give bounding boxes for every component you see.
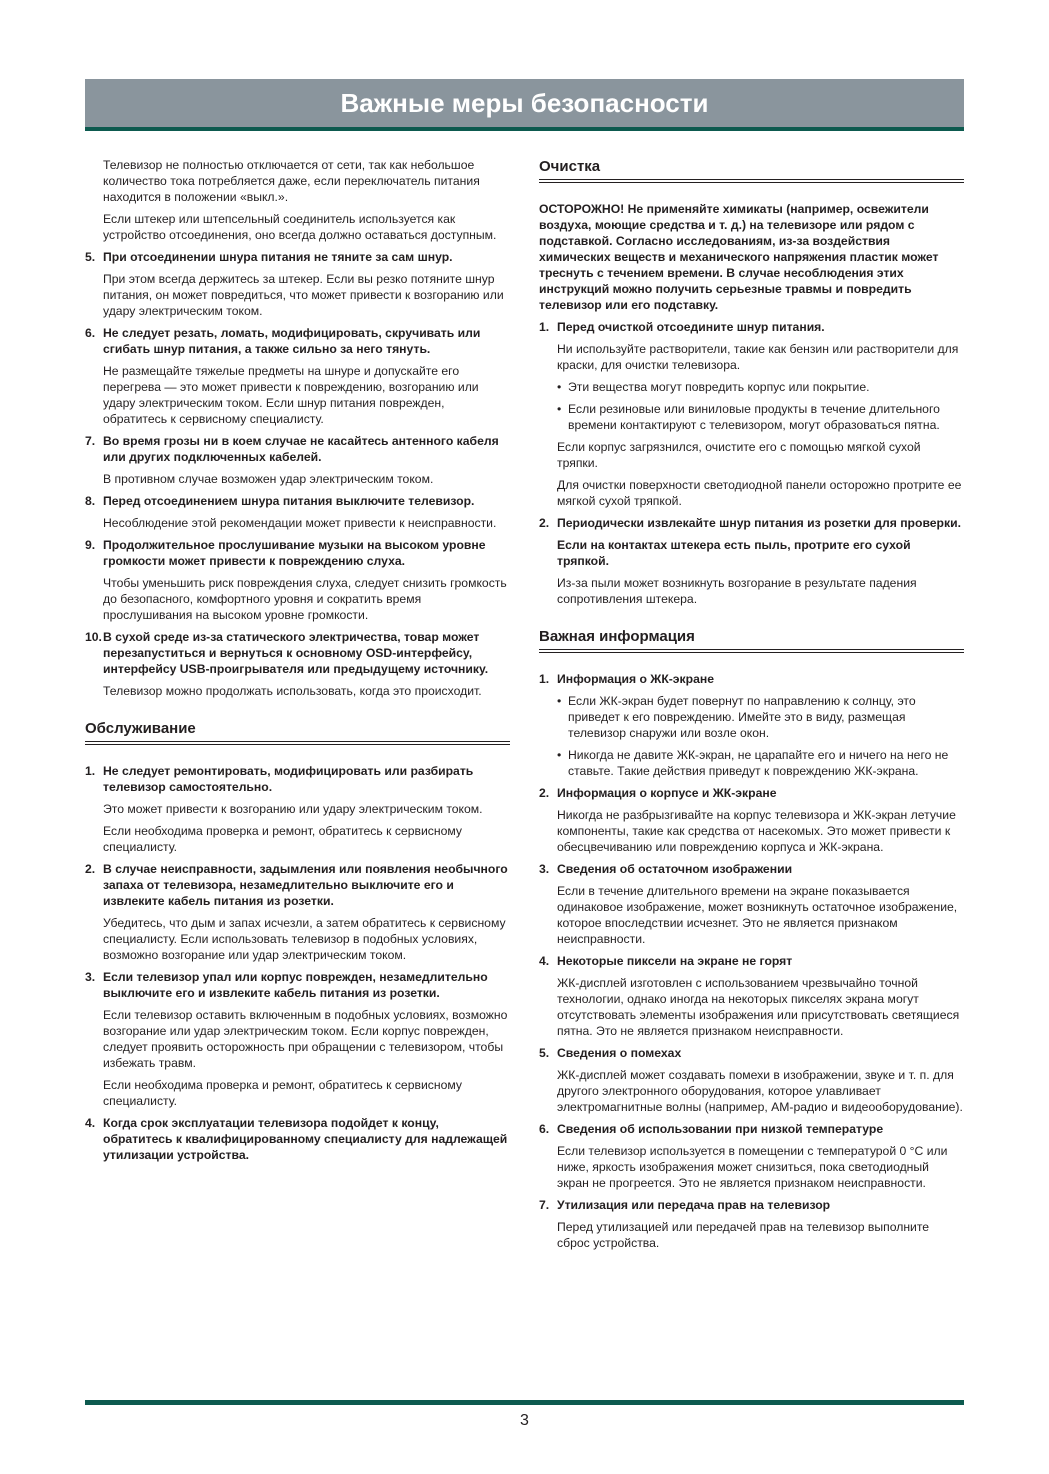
safety-item-text: Телевизор можно продолжать использовать, когда это происходит.	[103, 684, 482, 698]
safety-item-heading: 6. Не следует резать, ломать, модифицировать, скручивать или сгибать шнур питания, а также сильно за него тянуть.	[85, 326, 481, 356]
cleaning-item-text: Из-за пыли может возникнуть возгорание в результате падения сопротивления штекера.	[557, 576, 917, 606]
info-item-heading: 5. Сведения о помехах	[539, 1046, 682, 1060]
info-item-heading: 7. Утилизация или передача прав на телевизор	[539, 1198, 831, 1212]
service-item-text: Если телевизор оставить включенным в подобных условиях, возможно возгорание или удар электрическим током. Если корпус поврежден, следует проявить осторожность при обращении с телевизором, чтобы избежать травм.	[103, 1008, 508, 1070]
info-item-heading: 3. Сведения об остаточном изображении	[539, 862, 793, 876]
section-rule	[85, 741, 510, 745]
service-item-text: Убедитесь, что дым и запах исчезли, а затем обратитесь к сервисному специалисту. Если использовать телевизор в подобных условиях, возможно возгорание или удар электрическим током.	[103, 916, 506, 962]
section-title-important: Важная информация	[539, 628, 695, 645]
intro-paragraph: Если штекер или штепсельный соединитель используется как устройство отсоединения, оно всегда должно оставаться доступным.	[103, 212, 497, 242]
info-item-text: Если телевизор используется в помещении с температурой 0 °C или ниже, яркость изображения может снизиться, пока светодиодный экран не прогреется. Это не является признаком неисправности.	[557, 1144, 948, 1190]
info-item-text: ЖК-дисплей изготовлен с использованием чрезвычайно точной технологии, однако иногда на некоторых пикселях экрана могут отсутствовать элементы изображения или присутствовать светящиеся пятна. Это не является признаком неисправности.	[557, 976, 960, 1038]
service-item-text: Если необходима проверка и ремонт, обратитесь к сервисному специалисту.	[103, 1078, 462, 1108]
service-item-heading: 2. В случае неисправности, задымления или появления необычного запаха от телевизора, незамедлительно выключите его и извлеките кабель питания из розетки.	[85, 862, 508, 908]
cleaning-item-heading: 1. Перед очисткой отсоедините шнур питания.	[539, 320, 825, 334]
safety-item-text: Не размещайте тяжелые предметы на шнуре и допускайте его перегрева — это может привести к повреждению, возгоранию или удару электрическим током. Если шнур питания поврежден, обратитесь к сервисному специалисту.	[103, 364, 479, 426]
info-item-heading: 4. Некоторые пиксели на экране не горят	[539, 954, 793, 968]
page-title: Важные меры безопасности	[340, 88, 709, 118]
service-item-heading: 1. Не следует ремонтировать, модифицировать или разбирать телевизор самостоятельно.	[85, 764, 474, 794]
cleaning-item-text: Ни используйте растворители, такие как бензин или растворители для краски, для очистки телевизора.	[557, 342, 959, 372]
cleaning-item-heading: 2. Периодически извлекайте шнур питания из розетки для проверки.	[539, 516, 961, 530]
footer-rule	[85, 1400, 964, 1405]
bullet-item: • Если ЖК-экран будет повернут по направлению к солнцу, это приведет к его повреждению. Имейте это в виду, размещая телевизор снаружи или возле окон.	[557, 693, 964, 741]
bullet-list	[557, 379, 964, 433]
service-item-text: Это может привести к возгоранию или удару электрическим током.	[103, 802, 483, 816]
bullet-item: • Если резиновые или виниловые продукты в течение длительного времени контактируют с телевизором, могут образоваться пятна.	[557, 401, 964, 433]
info-item-text: ЖК-дисплей может создавать помехи в изображении, звуке и т. п. для другого электронного оборудования, которое улавливает электромагнитные волны (например, AM-радио и видеооборудование).	[557, 1068, 963, 1114]
left-column	[85, 157, 510, 1169]
page-title-banner	[85, 79, 964, 127]
safety-item-heading: 7. Во время грозы ни в коем случае не касайтесь антенного кабеля или других подключенных кабелей.	[85, 434, 499, 464]
safety-item-heading: 9. Продолжительное прослушивание музыки на высоком уровне громкости может привести к повреждению слуха.	[85, 538, 486, 568]
safety-item-text: Несоблюдение этой рекомендации может привести к неисправности.	[103, 516, 497, 530]
service-item-text: Если необходима проверка и ремонт, обратитесь к сервисному специалисту.	[103, 824, 462, 854]
page-number: 3	[520, 1412, 529, 1429]
right-column	[539, 157, 964, 1257]
safety-item-heading: 8. Перед отсоединением шнура питания выключите телевизор.	[85, 494, 475, 508]
section-rule	[539, 649, 964, 653]
safety-item-heading: 10. В сухой среде из-за статического электричества, товар может перезапуститься и вернуться к основному OSD-интерфейсу, интерфейсу USB-проигрывателя или предыдущему источнику.	[85, 630, 489, 676]
info-item-heading: 6. Сведения об использовании при низкой температуре	[539, 1122, 884, 1136]
safety-item-heading: 5. При отсоединении шнура питания не тяните за сам шнур.	[85, 250, 453, 264]
bullet-item: • Эти вещества могут повредить корпус или покрытие.	[557, 379, 964, 395]
safety-item-text: При этом всегда держитесь за штекер. Если вы резко потяните шнур питания, он может повредиться, что может привести к возгоранию или удару электрическим током.	[103, 272, 504, 318]
section-title-service: Обслуживание	[85, 720, 196, 737]
info-item-heading: 2. Информация о корпусе и ЖК-экране	[539, 786, 777, 800]
service-item-heading: 4. Когда срок эксплуатации телевизора подойдет к концу, обратитесь к квалифицированному специалисту для надлежащей утилизации устройства.	[85, 1116, 508, 1162]
section-title-cleaning: Очистка	[539, 158, 601, 175]
service-item-heading: 3. Если телевизор упал или корпус поврежден, незамедлительно выключите его и извлеките кабель питания из розетки.	[85, 970, 488, 1000]
safety-item-text: В противном случае возможен удар электрическим током.	[103, 472, 434, 486]
safety-item-text: Чтобы уменьшить риск повреждения слуха, следует снизить громкость до безопасного, комфортного уровня и сократить время прослушивания на высоком уровне громкости.	[103, 576, 507, 622]
info-item-text: Никогда не разбрызгивайте на корпус телевизора и ЖК-экран летучие компоненты, такие как средства от насекомых. Это может привести к обесцвечиванию или повреждению корпуса и ЖК-экрана.	[557, 808, 956, 854]
cleaning-item-bold-text: Если на контактах штекера есть пыль, протрите его сухой тряпкой.	[557, 538, 911, 568]
cleaning-item-text: Если корпус загрязнился, очистите его с помощью мягкой сухой тряпки.	[557, 440, 921, 470]
info-item-heading: 1. Информация о ЖК-экране	[539, 672, 715, 686]
title-rule	[85, 127, 964, 131]
caution-text: ОСТОРОЖНО! Не применяйте химикаты (например, освежители воздуха, моющие средства и т. д.) на телевизоре или рядом с подставкой. Согласно исследованиям, из-за воздействия химических веществ и механического напряжения пластик может треснуть с течением времени. В случае несоблюдения этих инструкций можно получить серьезные травмы и повредить телевизор или его подставку.	[539, 202, 939, 312]
bullet-item: • Никогда не давите ЖК-экран, не царапайте его и ничего на него не ставьте. Такие действия приведут к повреждению ЖК-экрана.	[557, 747, 964, 779]
intro-paragraph: Телевизор не полностью отключается от сети, так как небольшое количество тока потребляется даже, если переключатель питания находится в положении «выкл.».	[103, 158, 480, 204]
info-item-text: Если в течение длительного времени на экране показывается одинаковое изображение, может возникнуть остаточное изображение, которое впоследствии исчезнет. Это не является признаком неисправности.	[557, 884, 958, 946]
section-rule	[539, 179, 964, 183]
info-item-text: Перед утилизацией или передачей прав на телевизор выполните сброс устройства.	[557, 1220, 930, 1250]
bullet-list	[557, 693, 964, 779]
cleaning-item-text: Для очистки поверхности светодиодной панели осторожно протрите ее мягкой сухой тряпкой.	[557, 478, 962, 508]
